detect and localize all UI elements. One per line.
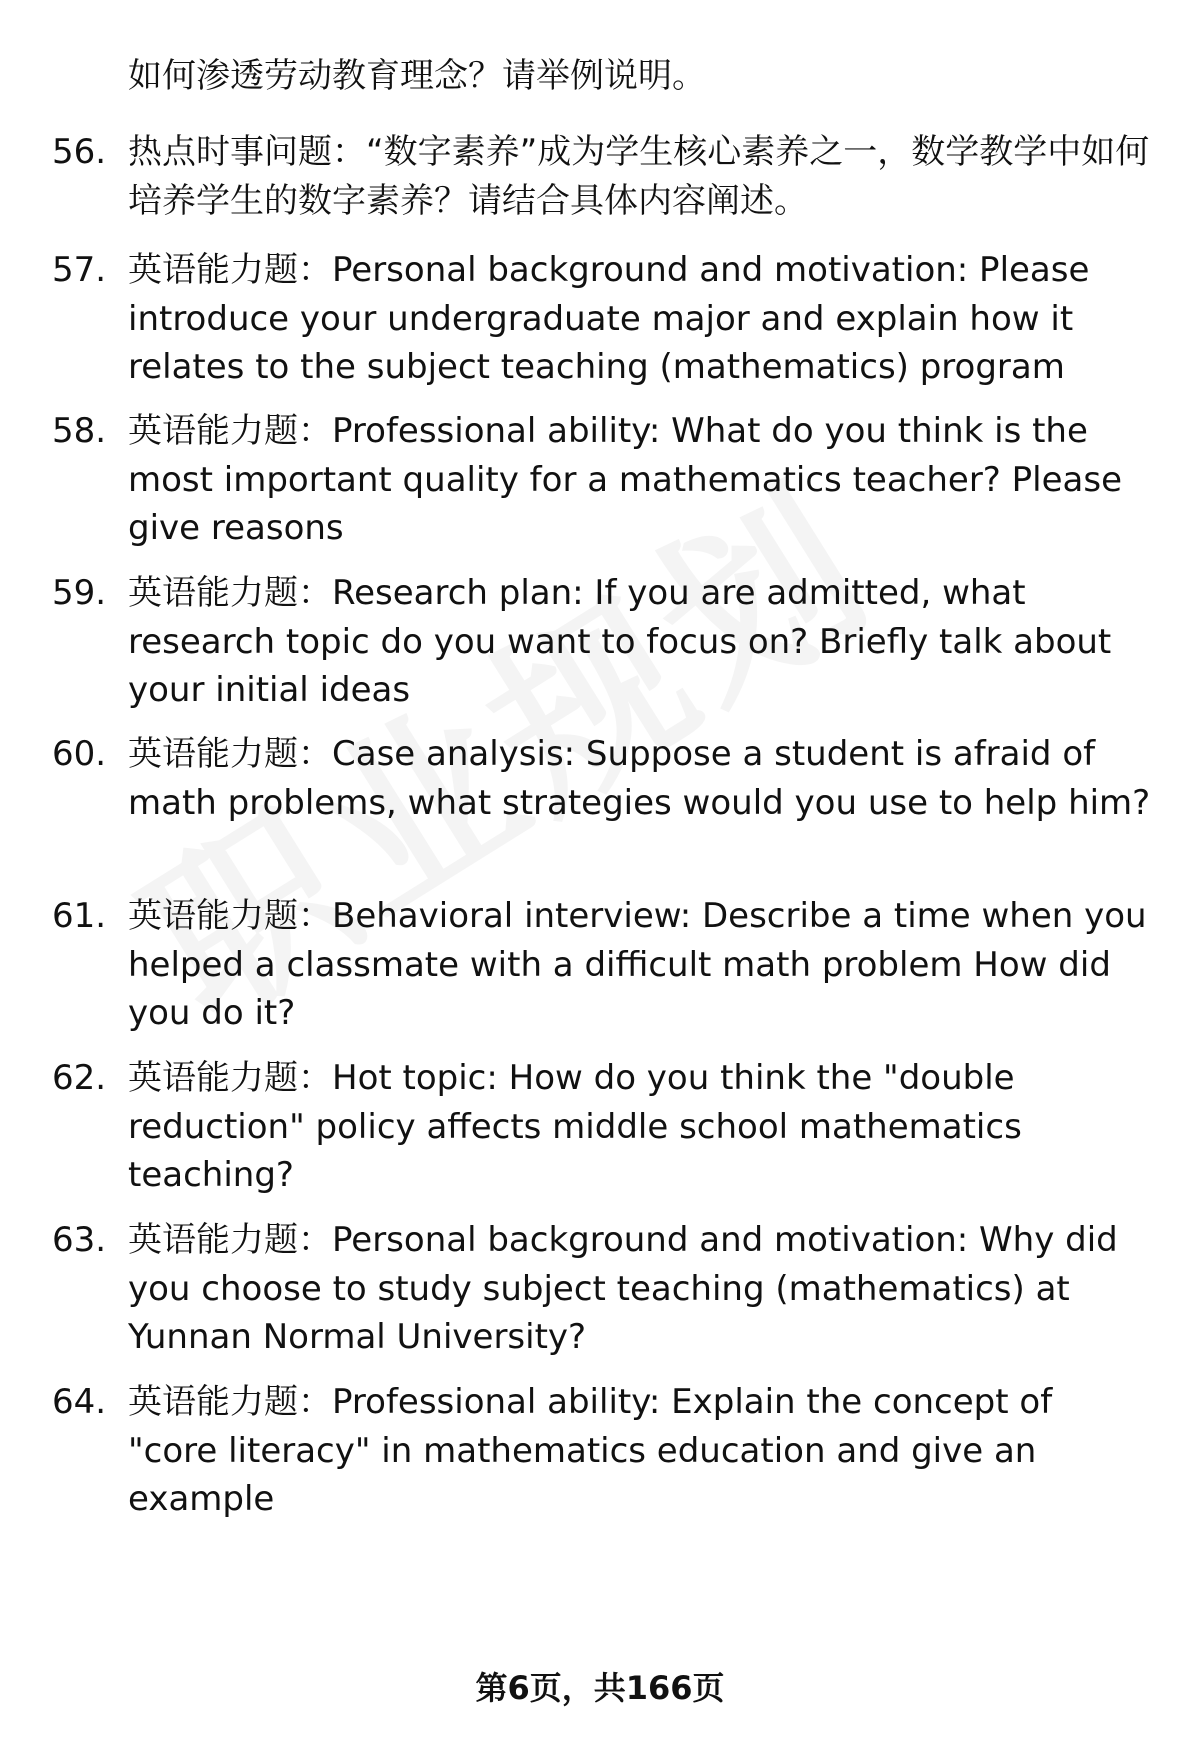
question-item [52,1378,1152,1524]
question-item [52,407,1152,553]
question-number: 60. [52,734,107,774]
question-item [52,892,1152,1038]
question-number: 62. [52,1058,107,1098]
question-item [52,1054,1152,1200]
question-text: 英语能力题：Hot topic: How do you think the "double reduction" policy affects middle school mathematics teaching? [128,1058,1022,1195]
question-text: 英语能力题：Professional ability: Explain the concept of "core literacy" in mathematics education and give an example [128,1382,1053,1519]
question-text: 英语能力题：Case analysis: Suppose a student is afraid of math problems, what strategies would you use to help him? [128,734,1151,823]
question-number: 63. [52,1220,107,1260]
question-text: 英语能力题：Research plan: If you are admitted, what research topic do you want to focus on? Briefly talk about your initial ideas [128,573,1112,710]
question-text: 英语能力题：Personal background and motivation: Please introduce your undergraduate major and explain how it relates to the subject teaching (mathematics) program [128,250,1090,387]
question-number: 57. [52,250,107,290]
question-number: 61. [52,896,107,936]
question-number: 58. [52,411,107,451]
question-text: 英语能力题：Professional ability: What do you think is the most important quality for a mathematics teacher? Please give reasons [128,411,1122,548]
question-item [52,569,1152,715]
question-number: 59. [52,573,107,613]
question-text: 英语能力题：Behavioral interview: Describe a time when you helped a classmate with a difficult math problem How did you do it? [128,896,1147,1033]
question-item [52,730,1152,827]
question-text: 英语能力题：Personal background and motivation: Why did you choose to study subject teaching (mathematics) at Yunnan Normal University? [128,1220,1118,1357]
question-number: 56. [52,132,107,172]
question-item [52,1216,1152,1362]
question-text: 热点时事问题：“数字素养”成为学生核心素养之一，数学教学中如何培养学生的数字素养？请结合具体内容阐述。 [128,132,1150,221]
question-item [52,246,1152,392]
continuation-text: 如何渗透劳动教育理念？请举例说明。 [128,56,706,96]
question-item [52,128,1152,225]
question-number: 64. [52,1382,107,1422]
page-footer: 第6页，共166页 [475,1669,725,1707]
